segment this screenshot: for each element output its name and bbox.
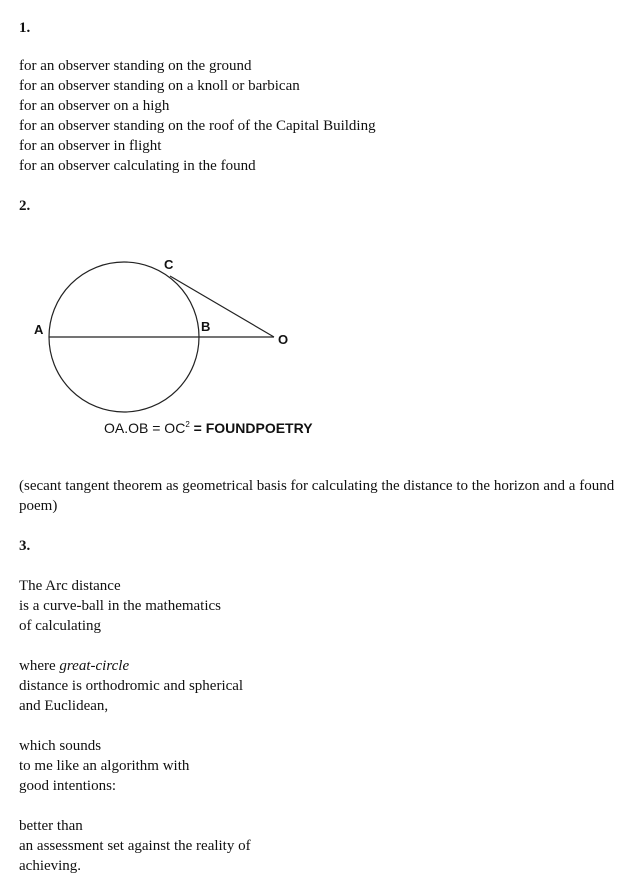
observer-line-3: for an observer on a high [19,98,170,114]
poem-stanza3-line2: to me like an algorithm with [19,758,190,774]
point-c-label: C [164,257,174,272]
point-b-label: B [201,319,211,334]
section-3-heading: 3. [19,538,31,554]
observer-line-5: for an observer in flight [19,138,162,154]
observer-line-2: for an observer standing on a knoll or barbican [19,78,300,94]
stanza-gap [19,636,251,656]
poem-stanza1-line2: is a curve-ball in the mathematics [19,598,222,614]
poem-stanza4-line3: achieving. [19,858,82,874]
poem-stanza2-line1 [19,656,251,676]
stanza-gap [19,796,251,816]
tangent-line [170,276,274,337]
observer-line-1: for an observer standing on the ground [19,58,252,74]
poem-stanza2-prefix: where [19,658,60,674]
poem-stanza3-line1: which sounds [19,738,102,754]
poem-stanza2-italic: great-circle [59,658,130,674]
section-2-heading: 2. [19,198,31,214]
formula-exponent: 2 [185,420,190,429]
point-a-label: A [34,322,44,337]
poem-stanza1-line3: of calculating [19,618,102,634]
poem-stanza1-line1: The Arc distance [19,578,121,594]
section-1-heading: 1. [19,20,31,36]
poem-stanza4-line1: better than [19,818,83,834]
formula-left: OA.OB = OC [104,420,186,436]
observer-line-4: for an observer standing on the roof of the Capital Building [19,118,376,134]
section-1-list [19,56,376,176]
observer-line-6: for an observer calculating in the found [19,158,256,174]
theorem-formula [104,420,313,436]
point-o-label: O [278,332,289,347]
poem-stanza3-line3: good intentions: [19,778,117,794]
secant-tangent-diagram [20,248,360,448]
diagram-caption: (secant tangent theorem as geometrical basis for calculating the distance to the horizon and a found poem) [19,478,615,514]
poem-stanza4-line2: an assessment set against the reality of [19,838,251,854]
stanza-gap [19,716,251,736]
poem [19,576,251,876]
formula-right: = FOUNDPOETRY [193,420,313,436]
poem-stanza2-line2: distance is orthodromic and spherical [19,678,244,694]
poem-stanza2-line3: and Euclidean, [19,698,109,714]
